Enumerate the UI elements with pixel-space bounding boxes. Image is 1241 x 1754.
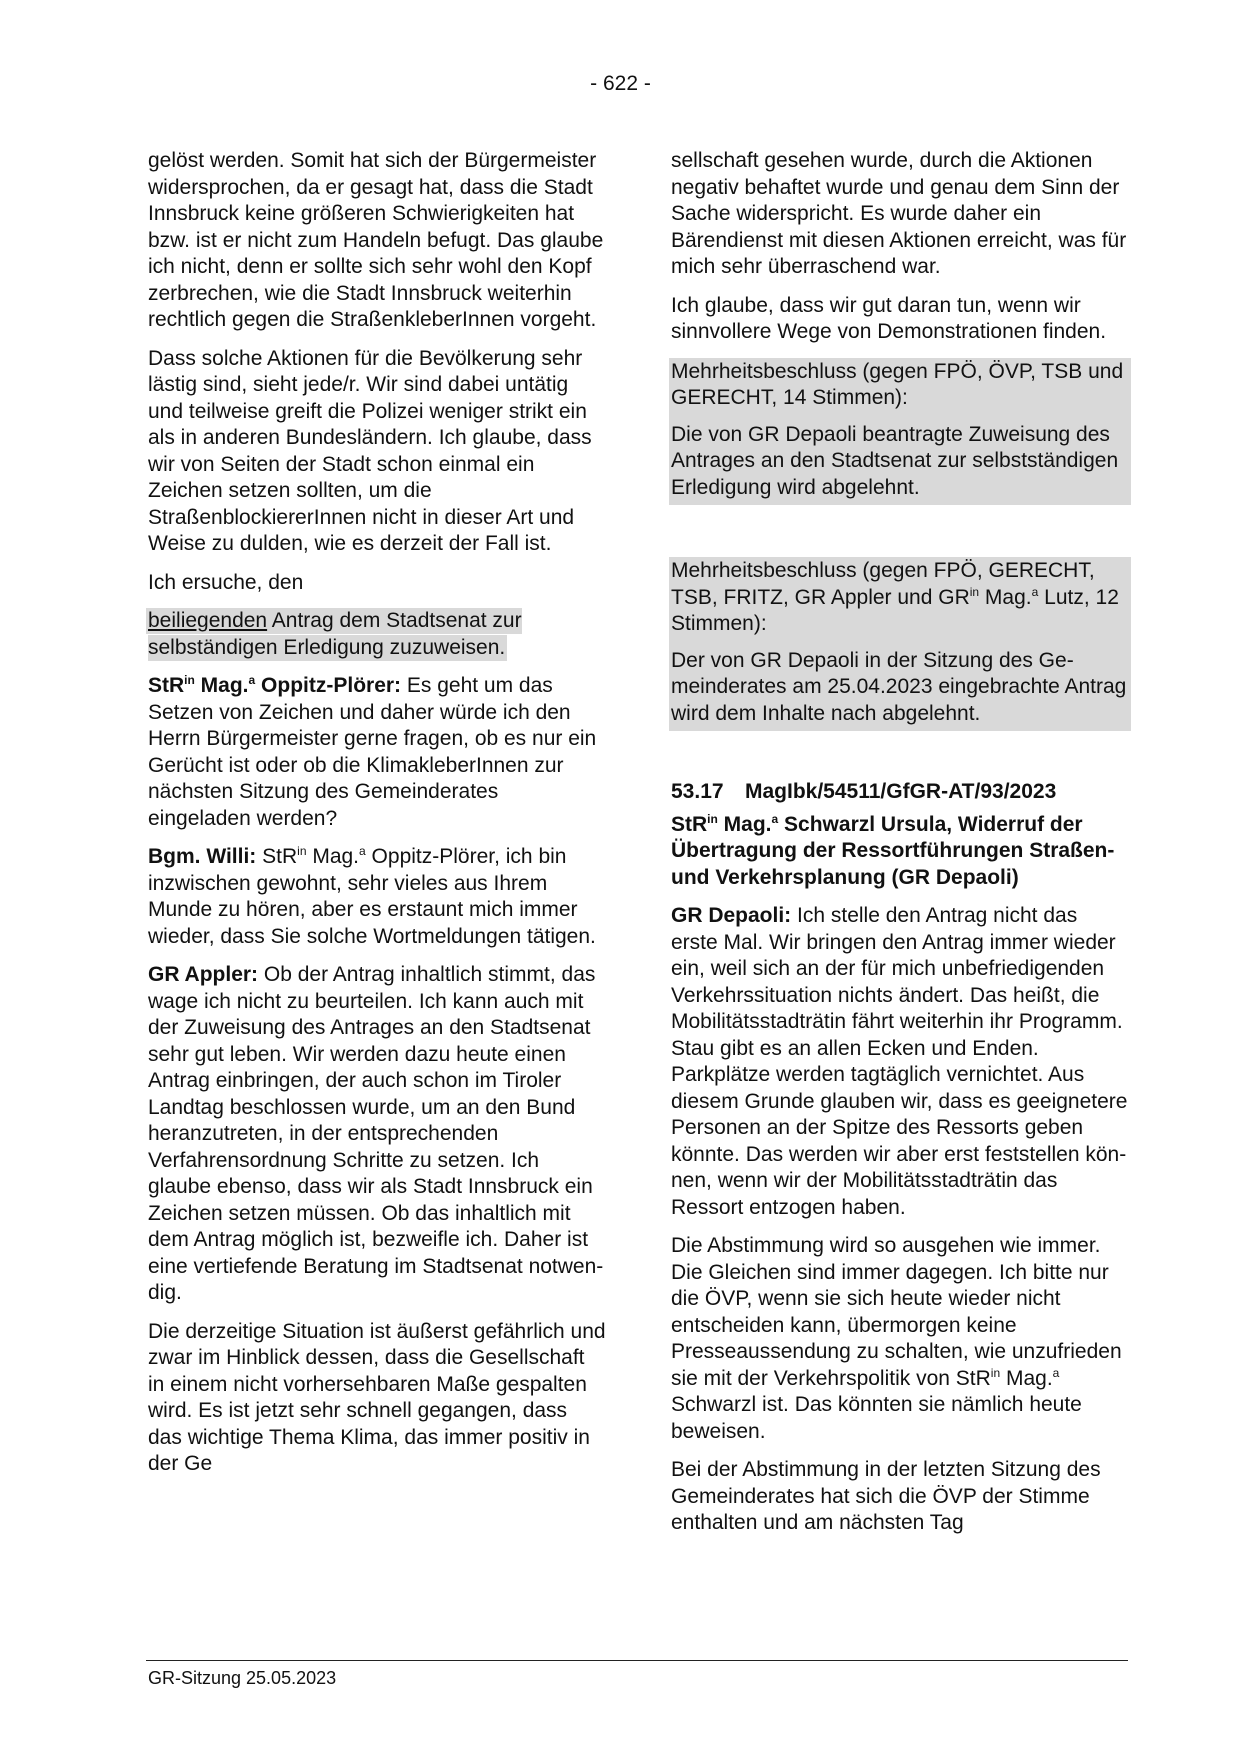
speech-text: Es geht um das Setzen von Zeichen und daher würde ich den Herrn Bürgermeister gerne fragen, ob es nur ein Gerücht ist oder ob die KlimakleberInnen zur nächsten Sitzung des Gemeinderates eingeladen werden?	[148, 674, 597, 830]
resolution-heading: Mehrheitsbeschluss (gegen FPÖ, ÖVP, TSB und GERECHT, 14 Stimmen):	[671, 359, 1124, 409]
right-column	[671, 148, 1129, 1537]
paragraph: Ich ersuche, den	[148, 570, 304, 594]
paragraph: Die Abstimmung wird so ausgehen wie immer. Die Gleichen sind immer dagegen. Ich bitte nur die ÖVP, wenn sie sich heute wieder nicht entscheiden kann, übermorgen keine Presseaussendung zu schalten, wie unzufrieden sie mit der Verkehrspolitik von StR$^{in}$ Mag.$^a$ Schwarzl ist. Das könnten sie nämlich heute beweisen.	[671, 1234, 1122, 1443]
spacer	[671, 731, 1129, 779]
speech-willi: Bgm. Willi: StR$^{in}$ Mag.$^a$ Oppitz-Plörer, ich bin inzwischen gewohnt, sehr vieles aus Ihrem Munde zu hören, aber es erstaunt mich immer wieder, dass Sie solche Wortmeldungen tätigen.	[148, 844, 596, 948]
paragraph: gelöst werden. Somit hat sich der Bürgermeister widersprochen, da er gesagt hat, dass die Stadt Innsbruck keine größeren Schwierigkeiten hat bzw. ist er nicht zum Handeln befugt. Das glaube ich nicht, denn er sollte sich sehr wohl den Kopf zerbrechen, wie die Stadt Innsbruck weiterhin rechtlich gegen die StraßenkleberInnen vorgeht.	[148, 149, 604, 331]
speech-text: Ob der Antrag inhaltlich stimmt, das wage ich nicht zu beurteilen. Ich kann auch mit der Zuweisung des Antrages an den Stadtsenat sehr gut leben. Wir werden dazu heute einen Antrag einbringen, der auch schon im Tiroler Landtag beschlossen wurde, um an den Bund heranzutreten, in der entsprechenden Verfahrensordnung Schritte zu setzen. Ich glaube ebenso, dass wir als Stadt Innsbruck ein Zeichen setzen müssen. Ob das inhaltlich mit dem Antrag möglich ist, bezweifle ich. Daher ist eine vertiefende Beratung im Stadtsenat notwendig.	[148, 963, 604, 1304]
left-column	[148, 148, 606, 1490]
agenda-item-number: 53.17	[671, 780, 724, 803]
motion-request	[148, 608, 606, 661]
spacer	[671, 505, 1129, 557]
agenda-item-title: StR$^{in}$ Mag.$^a$ Schwarzl Ursula, Widerruf der Übertragung der Ressortführungen Straßen- und Verkehrsplanung (GR Depaoli)	[671, 811, 1115, 889]
resolution-text: Der von GR Depaoli in der Sitzung des Gemeinderates am 25.04.2023 eingebrachte Antrag wird dem Inhalte nach abgelehnt.	[671, 648, 1127, 725]
motion-highlight	[146, 608, 522, 661]
speaker-name: GR Depaoli:	[671, 904, 792, 927]
resolution-text: Die von GR Depaoli beantragte Zuweisung des Antrages an den Stadtsenat zur selbstständigen Erledigung wird abgelehnt.	[671, 422, 1119, 499]
paragraph: Ich glaube, dass wir gut daran tun, wenn wir sinnvollere Wege von Demonstrationen finden.	[671, 293, 1107, 343]
agenda-item-heading	[671, 779, 1129, 806]
speaker-name: GR Appler:	[148, 963, 259, 986]
footer-divider	[146, 1660, 1128, 1661]
paragraph: Dass solche Aktionen für die Bevölkerung sehr lästig sind, sieht jede/r. Wir sind dabei untätig und teilweise greift die Polizei weniger strikt ein als in anderen Bundesländern. Ich glaube, dass wir von Seiten der Stadt schon einmal ein Zeichen setzen sollten, um die StraßenblockiererInnen nicht in dieser Art und Weise zu dulden, wie es derzeit der Fall ist.	[148, 346, 592, 555]
speech-text: Oppitz-Plörer, ich bin inzwischen gewohnt, sehr vieles aus Ihrem Munde zu hören, aber es erstaunt mich immer wieder, dass Sie solche Wortmeldungen tätigen.	[148, 845, 596, 948]
motion-underlined-word: beiliegenden	[148, 609, 268, 632]
page-number: - 622 -	[590, 72, 651, 95]
speech-oppitz-ploerer	[148, 673, 606, 832]
paragraph: Die derzeitige Situation ist äußerst gefährlich und zwar im Hinblick dessen, dass die Gesellschaft in einem nicht vorhersehbaren Maße gespalten wird. Es ist jetzt sehr schnell gegangen, dass das wichtige Thema Klima, das immer positiv in der Ge	[148, 1319, 606, 1475]
resolution-heading: Mehrheitsbeschluss (gegen FPÖ, GERECHT, TSB, FRITZ, GR Appler und $GR^{in}$ Mag.$^a$ Lutz, 12 Stimmen):	[671, 559, 1119, 635]
speaker-name: StR$^{in}$ Mag.$^a$ Oppitz-Plörer:	[148, 673, 402, 697]
motion-text: Antrag dem Stadtsenat zur selbständigen Erledigung zuzuweisen.	[148, 609, 522, 659]
speech-text: Ich stelle den Antrag nicht das erste Mal. Wir bringen den Antrag immer wieder ein, weil sich an der für mich unbefriedigenden Verkehrssituation nichts ändert. Das heißt, die Mobilitätsstadträtin fährt weiterhin ihr Programm. Stau gibt es an allen Ecken und Enden. Parkplätze werden tagtäglich vernichtet. Aus diesem Grunde glauben wir, dass es geeignetere Personen an der Spitze des Ressorts geben könnte. Das werden wir aber erst feststellen können, wenn wir der Mobilitätsstadträtin das Ressort entzogen haben.	[671, 904, 1128, 1219]
resolution-block-2	[669, 557, 1131, 731]
paragraph: sellschaft gesehen wurde, durch die Aktionen negativ behaftet wurde und genau dem Sinn der Sache widerspricht. Es wurde daher ein Bärendienst mit diesen Aktionen erreicht, was für mich sehr überraschend war.	[671, 149, 1127, 278]
paragraph: Bei der Abstimmung in der letzten Sitzung des Gemeinderates hat sich die ÖVP der Stimme enthalten und am nächsten Tag	[671, 1458, 1101, 1534]
speaker-name: Bgm. Willi:	[148, 845, 257, 868]
resolution-block-1	[669, 358, 1131, 506]
speech-depaoli	[671, 903, 1129, 1221]
agenda-item-reference: MagIbk/54511/GfGR-AT/93/2023	[745, 780, 1057, 803]
speech-appler	[148, 962, 606, 1307]
footer-text: GR-Sitzung 25.05.2023	[148, 1668, 337, 1688]
